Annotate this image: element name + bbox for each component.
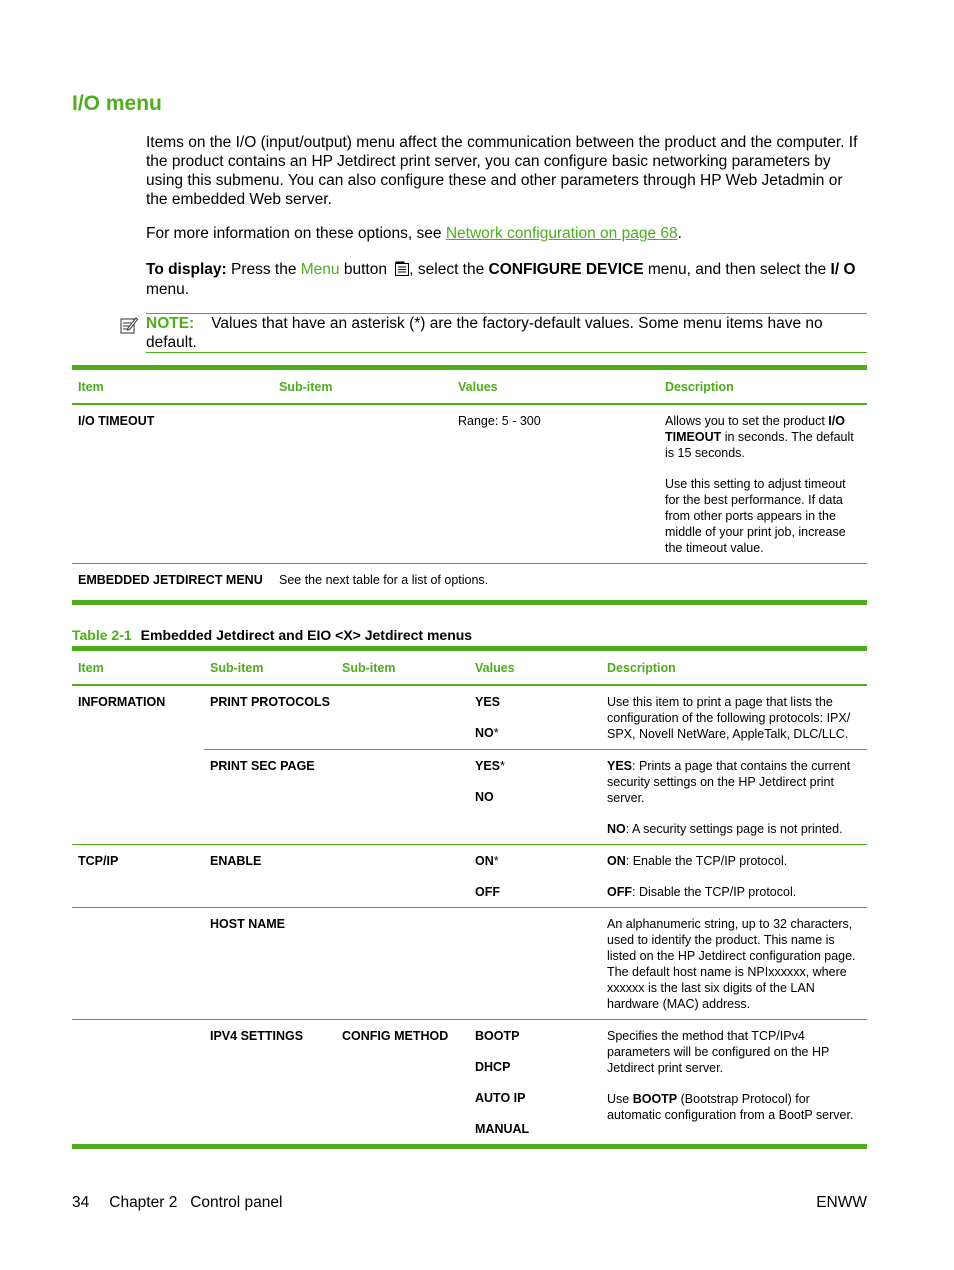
default-marker: * <box>493 726 499 740</box>
to-display-paragraph <box>146 260 868 300</box>
subitem-cell <box>273 404 452 564</box>
desc-text: Allows you to set the product <box>665 414 829 428</box>
network-config-link[interactable]: Network configuration on page 68 <box>445 225 678 242</box>
desc-text: : Enable the TCP/IP protocol. <box>625 854 788 868</box>
description-cell <box>659 404 867 564</box>
page-footer-right: ENWW <box>816 1194 867 1211</box>
subitem-cell: PRINT PROTOCOLS <box>204 685 336 750</box>
note-bottom-rule <box>146 352 867 353</box>
value-option: NO <box>475 726 494 740</box>
col-header-description: Description <box>665 380 734 394</box>
col-header-values: Values <box>458 380 498 394</box>
menu-word: Menu <box>300 261 340 278</box>
jetdirect-menu-table <box>72 646 867 1149</box>
page-footer-left <box>72 1194 282 1212</box>
col-header-subitem-2: Sub-item <box>342 661 396 675</box>
subitem-cell: PRINT SEC PAGE <box>204 750 336 845</box>
desc-bold: NO <box>607 822 626 836</box>
note-paragraph <box>146 314 868 352</box>
desc-bold: YES <box>607 759 633 773</box>
note-text: Values that have an asterisk (*) are the factory-default values. Some menu items have no default. <box>146 315 823 351</box>
subitem-cell: See the next table for a list of options. <box>279 573 489 587</box>
note-label: NOTE: <box>146 315 195 332</box>
default-marker: * <box>500 759 505 773</box>
intro-paragraph: Items on the I/O (input/output) menu affect the communication between the product and the computer. If the product contains an HP Jetdirect print server, you can configure basic networking parameters by using this submenu. You can also configure these and other parameters through HP Web Jetadmin or the embedded Web server. <box>146 134 858 208</box>
table-row <box>72 564 867 603</box>
more-info-suffix: . <box>677 225 682 242</box>
subitem2-cell <box>336 685 469 750</box>
description-cell <box>601 750 867 845</box>
description-cell <box>601 845 867 908</box>
caption-number: Table 2-1 <box>72 627 132 643</box>
col-header-item: Item <box>78 380 104 394</box>
desc-bold: BOOTP <box>632 1092 678 1106</box>
desc-text: : Prints a page that contains the current security settings on the HP Jetdirect print server. <box>607 759 851 805</box>
desc-text: Use <box>607 1092 633 1106</box>
io-menu-table <box>72 365 867 605</box>
col-header-subitem: Sub-item <box>210 661 264 675</box>
subitem-cell: ENABLE <box>210 854 262 868</box>
item-cell <box>72 1020 204 1147</box>
desc-text: : Disable the TCP/IP protocol. <box>632 885 797 899</box>
desc-bold: ON <box>607 854 626 868</box>
col-header-item: Item <box>78 661 104 675</box>
subitem2-cell: CONFIG METHOD <box>342 1029 449 1043</box>
desc-bold: OFF <box>607 885 632 899</box>
configure-device-label: CONFIGURE DEVICE <box>488 261 644 278</box>
menu-button-icon <box>395 261 409 276</box>
value-option: YES <box>475 695 501 709</box>
desc-text: : A security settings page is not printed. <box>625 822 843 836</box>
values-cell <box>469 845 601 908</box>
value-option: AUTO IP <box>475 1091 526 1105</box>
caption-title: Embedded Jetdirect and EIO <X> Jetdirect menus <box>140 627 473 643</box>
subitem-cell: IPV4 SETTINGS <box>210 1029 304 1043</box>
value-option: OFF <box>475 885 500 899</box>
values-cell <box>469 750 601 845</box>
table-header-row <box>72 649 867 686</box>
more-info-paragraph <box>146 224 868 243</box>
values-cell <box>469 908 601 1020</box>
values-cell <box>469 1020 601 1147</box>
to-display-text: , select the <box>409 261 489 278</box>
table-header-row <box>72 368 867 405</box>
item-cell: INFORMATION <box>72 685 204 845</box>
item-cell: I/O TIMEOUT <box>78 414 155 428</box>
more-info-prefix: For more information on these options, see <box>146 225 446 242</box>
item-cell: TCP/IP <box>78 854 119 868</box>
description-cell <box>601 1020 867 1147</box>
description-cell: Use this item to print a page that lists the configuration of the following protocols: IPX/ SPX, Novell NetWare, AppleTalk, DLC/LLC. <box>601 685 867 750</box>
value-option: NO <box>475 790 494 804</box>
item-cell: EMBEDDED JETDIRECT MENU <box>78 573 263 587</box>
col-header-subitem: Sub-item <box>279 380 333 394</box>
desc-text: Specifies the method that TCP/IPv4 parameters will be configured on the HP Jetdirect print server. <box>607 1029 830 1075</box>
col-header-description: Description <box>607 661 676 675</box>
table-row <box>72 404 867 564</box>
col-header-values: Values <box>475 661 515 675</box>
description-cell: An alphanumeric string, up to 32 characters, used to identify the product. This name is listed on the HP Jetdirect configuration page. The default host name is NPIxxxxxx, where xxxxxx is the last six digits of the LAN hardware (MAC) address. <box>607 917 856 1011</box>
table-row <box>72 685 867 750</box>
values-cell <box>469 685 601 750</box>
value-option: YES <box>475 759 501 773</box>
to-display-text: Press the <box>226 261 301 278</box>
default-marker: * <box>493 854 499 868</box>
value-option: BOOTP <box>475 1029 520 1043</box>
note-icon <box>120 316 138 334</box>
value-option: MANUAL <box>475 1122 530 1136</box>
page-title: I/O menu <box>72 92 162 115</box>
subitem2-cell <box>336 845 469 908</box>
desc-text: in seconds. The default is 15 seconds. <box>665 430 854 460</box>
value-option: DHCP <box>475 1060 511 1074</box>
to-display-text: menu. <box>146 281 190 298</box>
subitem-cell: HOST NAME <box>210 917 285 931</box>
table-row <box>72 1020 867 1147</box>
values-cell: Range: 5 - 300 <box>458 414 541 428</box>
io-label: I/ O <box>830 261 856 278</box>
subitem2-cell <box>336 750 469 845</box>
chapter-label: Chapter 2 Control panel <box>109 1194 283 1211</box>
to-display-text: menu, and then select the <box>643 261 831 278</box>
subitem2-cell <box>336 908 469 1020</box>
item-cell <box>72 908 204 1020</box>
table-row <box>72 908 867 1020</box>
to-display-text: button <box>339 261 392 278</box>
to-display-label: To display: <box>146 261 227 278</box>
desc-bold: I/O TIMEOUT <box>665 414 845 444</box>
table-caption <box>72 627 472 643</box>
desc-text: (Bootstrap Protocol) for automatic configuration from a BootP server. <box>607 1092 854 1122</box>
desc-text: Use this setting to adjust timeout for the best performance. If data from other ports appears in the middle of your print job, increase the timeout value. <box>665 477 846 555</box>
table-row <box>72 845 867 908</box>
page-number: 34 <box>72 1194 90 1211</box>
value-option: ON <box>475 854 494 868</box>
